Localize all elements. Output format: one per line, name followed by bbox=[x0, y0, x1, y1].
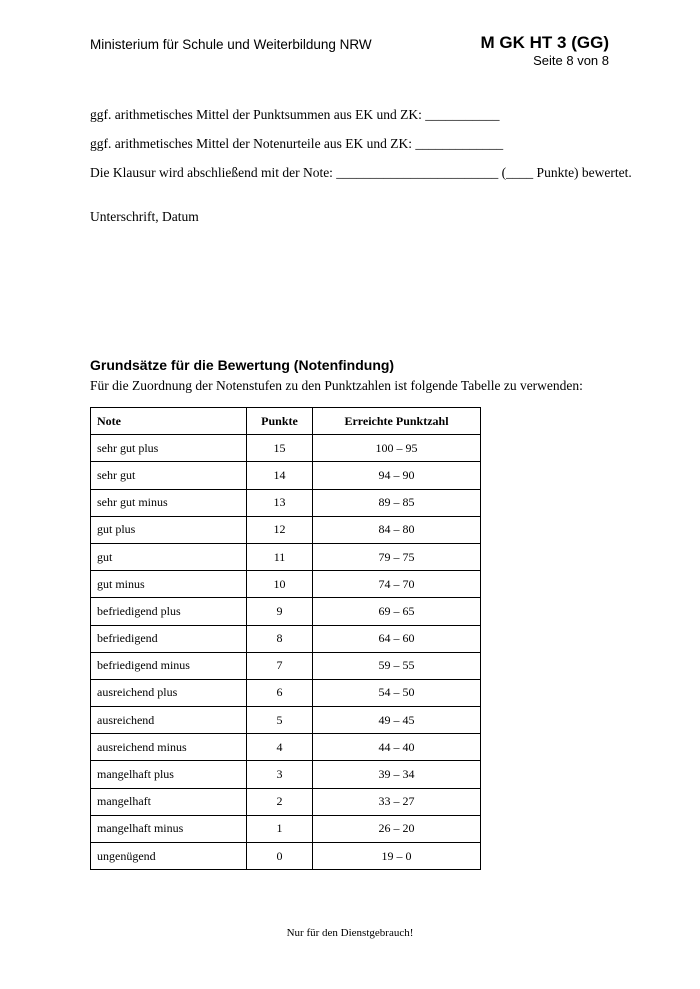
table-row bbox=[91, 843, 481, 870]
cell-punktzahl: 39 – 34 bbox=[313, 761, 481, 788]
table-row bbox=[91, 734, 481, 761]
cell-punktzahl: 44 – 40 bbox=[313, 734, 481, 761]
cell-punktzahl: 89 – 85 bbox=[313, 489, 481, 516]
table-row bbox=[91, 652, 481, 679]
cell-punkte: 5 bbox=[247, 707, 313, 734]
table-row bbox=[91, 761, 481, 788]
mean-grades-line: ggf. arithmetisches Mittel der Notenurteile aus EK und ZK: _____________ bbox=[90, 136, 504, 151]
cell-punktzahl: 69 – 65 bbox=[313, 598, 481, 625]
cell-note: befriedigend bbox=[91, 625, 247, 652]
cell-punktzahl: 74 – 70 bbox=[313, 571, 481, 598]
cell-punktzahl: 33 – 27 bbox=[313, 788, 481, 815]
cell-punktzahl: 59 – 55 bbox=[313, 652, 481, 679]
cell-punkte: 8 bbox=[247, 625, 313, 652]
section-intro: Für die Zuordnung der Notenstufen zu den Punktzahlen ist folgende Tabelle zu verwenden: bbox=[90, 378, 583, 393]
cell-punkte: 1 bbox=[247, 815, 313, 842]
table-row bbox=[91, 543, 481, 570]
cell-punkte: 11 bbox=[247, 543, 313, 570]
cell-punkte: 12 bbox=[247, 516, 313, 543]
table-row bbox=[91, 489, 481, 516]
signature-date-line: Unterschrift, Datum bbox=[90, 209, 199, 224]
table-row bbox=[91, 598, 481, 625]
cell-note: gut bbox=[91, 543, 247, 570]
cell-punkte: 15 bbox=[247, 435, 313, 462]
cell-punktzahl: 26 – 20 bbox=[313, 815, 481, 842]
table-row bbox=[91, 435, 481, 462]
cell-note: sehr gut minus bbox=[91, 489, 247, 516]
cell-note: sehr gut bbox=[91, 462, 247, 489]
cell-note: befriedigend minus bbox=[91, 652, 247, 679]
table-header-row bbox=[91, 408, 481, 435]
cell-punkte: 3 bbox=[247, 761, 313, 788]
table-row bbox=[91, 679, 481, 706]
cell-note: ausreichend minus bbox=[91, 734, 247, 761]
cell-punkte: 9 bbox=[247, 598, 313, 625]
cell-note: mangelhaft plus bbox=[91, 761, 247, 788]
ministry-name: Ministerium für Schule und Weiterbildung NRW bbox=[90, 37, 372, 52]
cell-note: befriedigend plus bbox=[91, 598, 247, 625]
cell-punktzahl: 100 – 95 bbox=[313, 435, 481, 462]
cell-punktzahl: 19 – 0 bbox=[313, 843, 481, 870]
header-note: Note bbox=[91, 408, 247, 435]
header-erreichte-punktzahl: Erreichte Punktzahl bbox=[313, 408, 481, 435]
cell-note: gut plus bbox=[91, 516, 247, 543]
cell-punkte: 6 bbox=[247, 679, 313, 706]
cell-punkte: 10 bbox=[247, 571, 313, 598]
cell-punktzahl: 49 – 45 bbox=[313, 707, 481, 734]
table-row bbox=[91, 516, 481, 543]
table-row bbox=[91, 462, 481, 489]
final-grade-line: Die Klausur wird abschließend mit der Note: ________________________ (____ Punkte) bewertet. bbox=[90, 165, 632, 180]
cell-punktzahl: 54 – 50 bbox=[313, 679, 481, 706]
cell-note: ausreichend bbox=[91, 707, 247, 734]
table-row bbox=[91, 707, 481, 734]
cell-note: mangelhaft minus bbox=[91, 815, 247, 842]
cell-punktzahl: 64 – 60 bbox=[313, 625, 481, 652]
table-row bbox=[91, 788, 481, 815]
header-punkte: Punkte bbox=[247, 408, 313, 435]
cell-punktzahl: 79 – 75 bbox=[313, 543, 481, 570]
table-row bbox=[91, 625, 481, 652]
cell-punkte: 14 bbox=[247, 462, 313, 489]
cell-note: mangelhaft bbox=[91, 788, 247, 815]
cell-punktzahl: 84 – 80 bbox=[313, 516, 481, 543]
cell-note: ungenügend bbox=[91, 843, 247, 870]
cell-punkte: 4 bbox=[247, 734, 313, 761]
table-row bbox=[91, 815, 481, 842]
cell-note: gut minus bbox=[91, 571, 247, 598]
cell-punkte: 2 bbox=[247, 788, 313, 815]
cell-punkte: 7 bbox=[247, 652, 313, 679]
cell-punkte: 13 bbox=[247, 489, 313, 516]
cell-note: sehr gut plus bbox=[91, 435, 247, 462]
page-number: Seite 8 von 8 bbox=[533, 53, 609, 68]
cell-punktzahl: 94 – 90 bbox=[313, 462, 481, 489]
exam-code: M GK HT 3 (GG) bbox=[480, 33, 609, 52]
mean-points-line: ggf. arithmetisches Mittel der Punktsummen aus EK und ZK: ___________ bbox=[90, 107, 500, 122]
section-title: Grundsätze für die Bewertung (Notenfindung) bbox=[90, 357, 395, 373]
cell-note: ausreichend plus bbox=[91, 679, 247, 706]
footer-note: Nur für den Dienstgebrauch! bbox=[286, 927, 414, 939]
cell-punkte: 0 bbox=[247, 843, 313, 870]
grade-table bbox=[90, 407, 481, 870]
table-row bbox=[91, 571, 481, 598]
